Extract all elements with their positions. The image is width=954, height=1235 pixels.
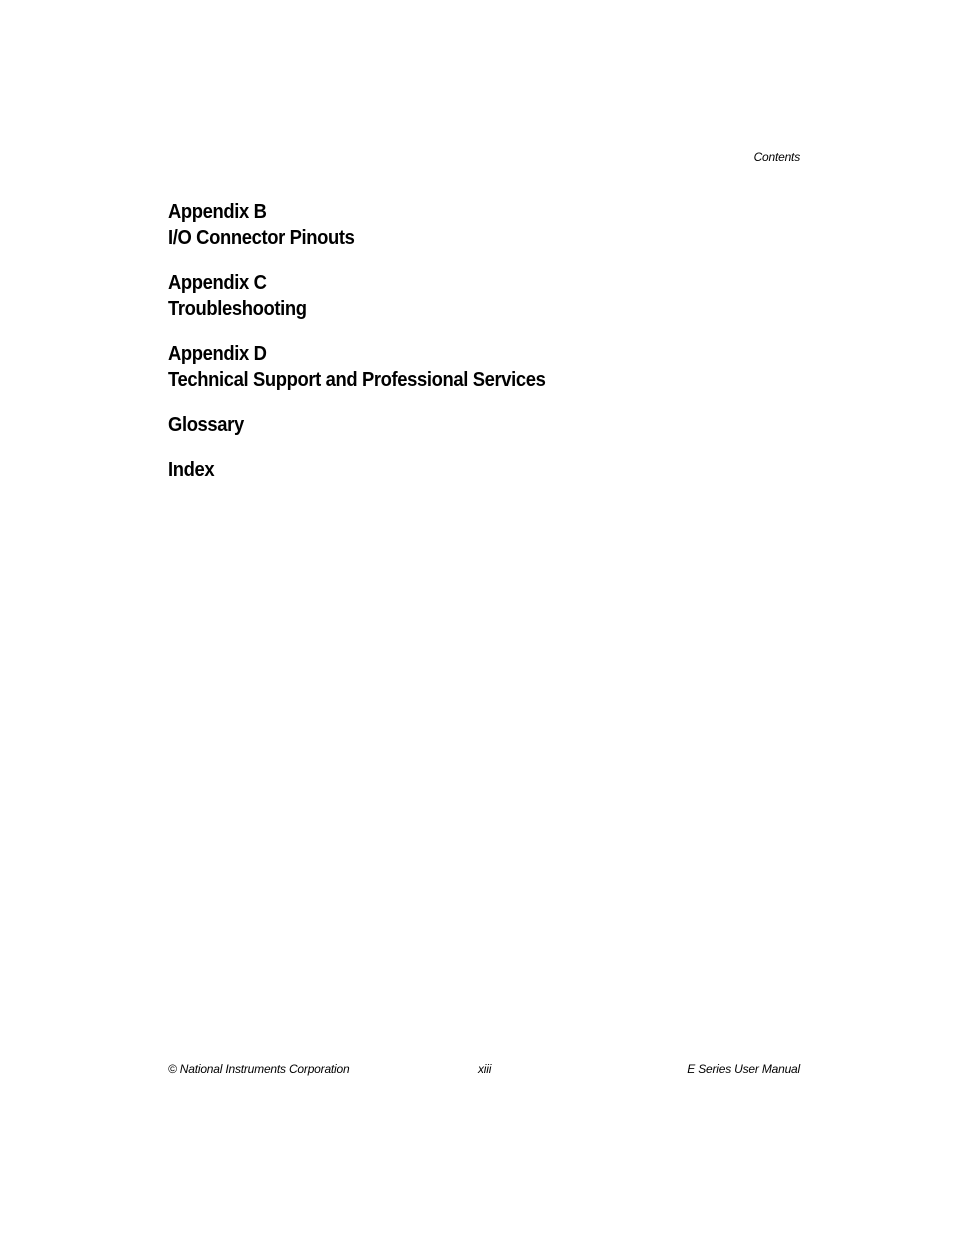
toc-entry-title: Troubleshooting [168, 298, 307, 320]
running-head: Contents [753, 150, 800, 164]
footer-copyright: © National Instruments Corporation [168, 1062, 350, 1076]
toc-entry-label: Appendix B [168, 201, 267, 223]
toc-entry-label: Appendix C [168, 272, 267, 294]
footer-manual-title: E Series User Manual [687, 1062, 800, 1076]
toc-entry-glossary [168, 412, 757, 438]
toc-entry-label: Appendix D [168, 343, 267, 365]
toc-entry-index [168, 457, 757, 483]
toc-entry-appendix-c [168, 270, 757, 322]
toc-entry-appendix-b [168, 199, 757, 251]
footer-page-number: xiii [478, 1062, 492, 1076]
toc-entry-appendix-d [168, 341, 757, 393]
toc-entry-title: I/O Connector Pinouts [168, 227, 355, 249]
toc-entry-title: Index [168, 459, 215, 481]
table-of-contents [168, 199, 808, 502]
toc-entry-title: Technical Support and Professional Services [168, 369, 546, 391]
toc-entry-title: Glossary [168, 414, 244, 436]
page-footer [168, 1062, 800, 1078]
